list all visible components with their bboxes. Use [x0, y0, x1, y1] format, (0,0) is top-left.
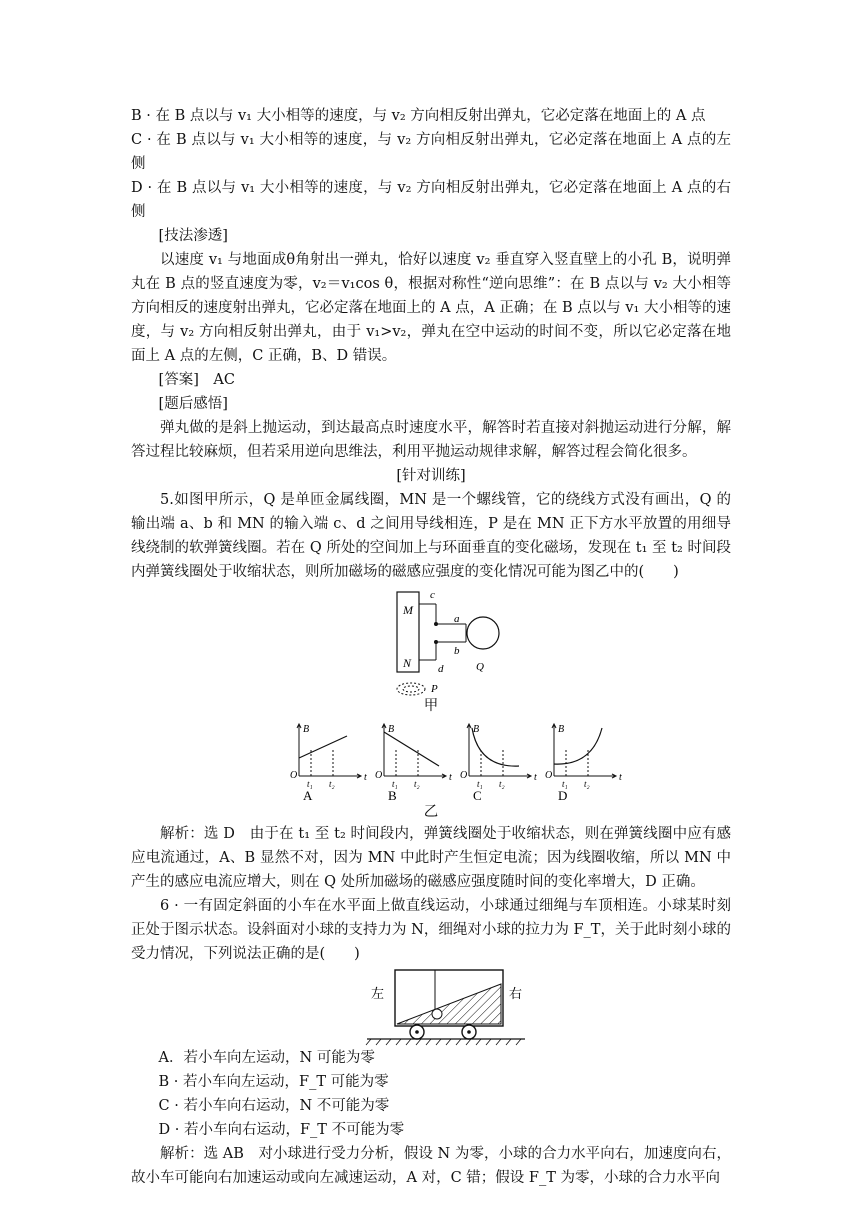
graph-D-t-label: t	[619, 772, 622, 783]
graph-B-t2-label: t₂	[414, 779, 420, 789]
label-d: d	[438, 663, 444, 675]
section-ganwu: [题后感悟]	[158, 396, 228, 412]
graph-C-t-label: t	[534, 772, 537, 783]
graph-B-t-label: t	[449, 772, 452, 783]
figure-cart	[131, 966, 731, 1046]
graph-C-t1-label: t₁	[477, 779, 483, 789]
option-b: B · 在 B 点以与 v₁ 大小相等的速度，与 v₂ 方向相反射出弹丸，它必定落在地面上的 A 点	[131, 108, 706, 124]
label-p: P	[431, 683, 438, 695]
graph-A-t1-label: t₁	[307, 779, 313, 789]
graph-B-b-label: B	[388, 724, 395, 735]
graph-D-t2-label: t₂	[584, 779, 590, 789]
graph-D-b-label: B	[558, 724, 565, 735]
graph-A-curve	[299, 736, 347, 758]
graph-A-t2-label: t₂	[329, 779, 335, 789]
q6-option-d: D · 若小车向右运动，F_T 不可能为零	[158, 1122, 405, 1138]
q6-option-b: B · 若小车向左运动，F_T 可能为零	[158, 1074, 389, 1090]
graph-option-C: C	[473, 788, 482, 802]
graph-C-t2-label: t₂	[499, 779, 505, 789]
q6-option-c: C · 若小车向右运动，N 不可能为零	[158, 1098, 390, 1114]
cart-diagram	[131, 966, 731, 1046]
answer-line: [答案] AC	[158, 372, 235, 388]
graph-A-b-label: B	[303, 724, 310, 735]
label-a: a	[454, 613, 460, 625]
option-d: D · 在 B 点以与 v₁ 大小相等的速度，与 v₂ 方向相反射出弹丸，它必定落在地面上 A 点的右侧	[131, 180, 731, 220]
ball	[432, 1009, 442, 1019]
label-c: c	[430, 589, 435, 601]
caption-yi: 乙	[423, 804, 439, 820]
section-xunlian: [针对训练]	[396, 468, 466, 484]
label-right: 右	[509, 986, 523, 1001]
graph-C-origin: O	[460, 770, 468, 781]
figure-yi	[131, 716, 731, 802]
graph-B-curve	[384, 732, 439, 766]
graph-option-A: A	[303, 788, 313, 802]
caption-jia: 甲	[423, 698, 439, 714]
question-6: 6 · 一有固定斜面的小车在水平面上做直线运动，小球通过细绳与车顶相连。小球某时刻正处于图示状态。设斜面对小球的支持力为 N，细绳对小球的拉力为 F_T，关于此时刻小球的受力情况，下列说法正确的是( )	[131, 898, 731, 962]
ganwu-text: 弹丸做的是斜上抛运动，到达最高点时速度水平，解答时若直接对斜抛运动进行分解，解答过程比较麻烦，但若采用逆向思维法，利用平抛运动规律求解，解答过程会简化很多。	[131, 420, 731, 460]
analysis-6: 解析：选 AB 对小球进行受力分析，假设 N 为零，小球的合力水平向右，加速度向右，故小车可能向右加速运动或向左减速运动，A 对，C 错；假设 F_T 为零，小球的合力水平向	[131, 1146, 731, 1186]
circuit-diagram	[131, 584, 731, 696]
label-n: N	[403, 656, 412, 670]
graph-option-B: B	[388, 788, 397, 802]
incline	[397, 984, 501, 1024]
graphs-abcd	[131, 716, 731, 802]
graph-option-D: D	[558, 788, 568, 802]
coil-q	[467, 617, 499, 649]
label-m: M	[403, 603, 413, 617]
graph-B-origin: O	[375, 770, 383, 781]
jifa-text: 以速度 v₁ 与地面成θ角射出一弹丸，恰好以速度 v₂ 垂直穿入竖直壁上的小孔 B，说明弹丸在 B 点的竖直速度为零，v₂＝v₁cos θ，根据对称性“逆向思维”：在 B 点以与 v₂ 大小相等方向相反的速度射出弹丸，它必定落在地面上的 A 点，A 正确；在 B 点以与 v₁ 大小相等的速度，与 v₂ 方向相反射出弹丸，由于 v₁>v₂，弹丸在空中运动的时间不变，所以它必定落在地面上 A 点的左侧，C 正确，B、D 错误。	[131, 252, 731, 364]
graph-A-origin: O	[290, 770, 298, 781]
label-q: Q	[476, 661, 484, 673]
analysis-5: 解析：选 D 由于在 t₁ 至 t₂ 时间段内，弹簧线圈处于收缩状态，则在弹簧线圈中应有感应电流通过，A、B 显然不对，因为 MN 中此时产生恒定电流；因为线圈收缩，所以 MN 中产生的感应电流应增大，则在 Q 处所加磁场的磁感应强度随时间的变化率增大，D 正确。	[131, 826, 731, 890]
figure-jia	[131, 584, 731, 696]
label-left: 左	[371, 986, 385, 1001]
graph-B-t1-label: t₁	[392, 779, 398, 789]
graph-C-b-label: B	[473, 724, 480, 735]
option-c: C · 在 B 点以与 v₁ 大小相等的速度，与 v₂ 方向相反射出弹丸，它必定落在地面上 A 点的左侧	[131, 132, 731, 172]
document-page	[131, 104, 731, 1190]
graph-D-origin: O	[545, 770, 553, 781]
section-jifa: [技法渗透]	[158, 228, 228, 244]
graph-A-t-label: t	[364, 772, 367, 783]
graph-D-t1-label: t₁	[562, 779, 568, 789]
question-5: 5.如图甲所示，Q 是单匝金属线圈，MN 是一个螺线管，它的绕线方式没有画出，Q 的输出端 a、b 和 MN 的输入端 c、d 之间用导线相连，P 是在 MN 正下方水平放置的用细导线绕制的软弹簧线圈。若在 Q 所处的空间加上与环面垂直的变化磁场，发现在 t₁ 至 t₂ 时间段内弹簧线圈处于收缩状态，则所加磁场的磁感应强度的变化情况可能为图乙中的( )	[131, 492, 731, 580]
q6-option-a: A．若小车向左运动，N 可能为零	[158, 1050, 375, 1066]
spring-coil-p	[397, 683, 425, 695]
label-b: b	[454, 645, 460, 657]
